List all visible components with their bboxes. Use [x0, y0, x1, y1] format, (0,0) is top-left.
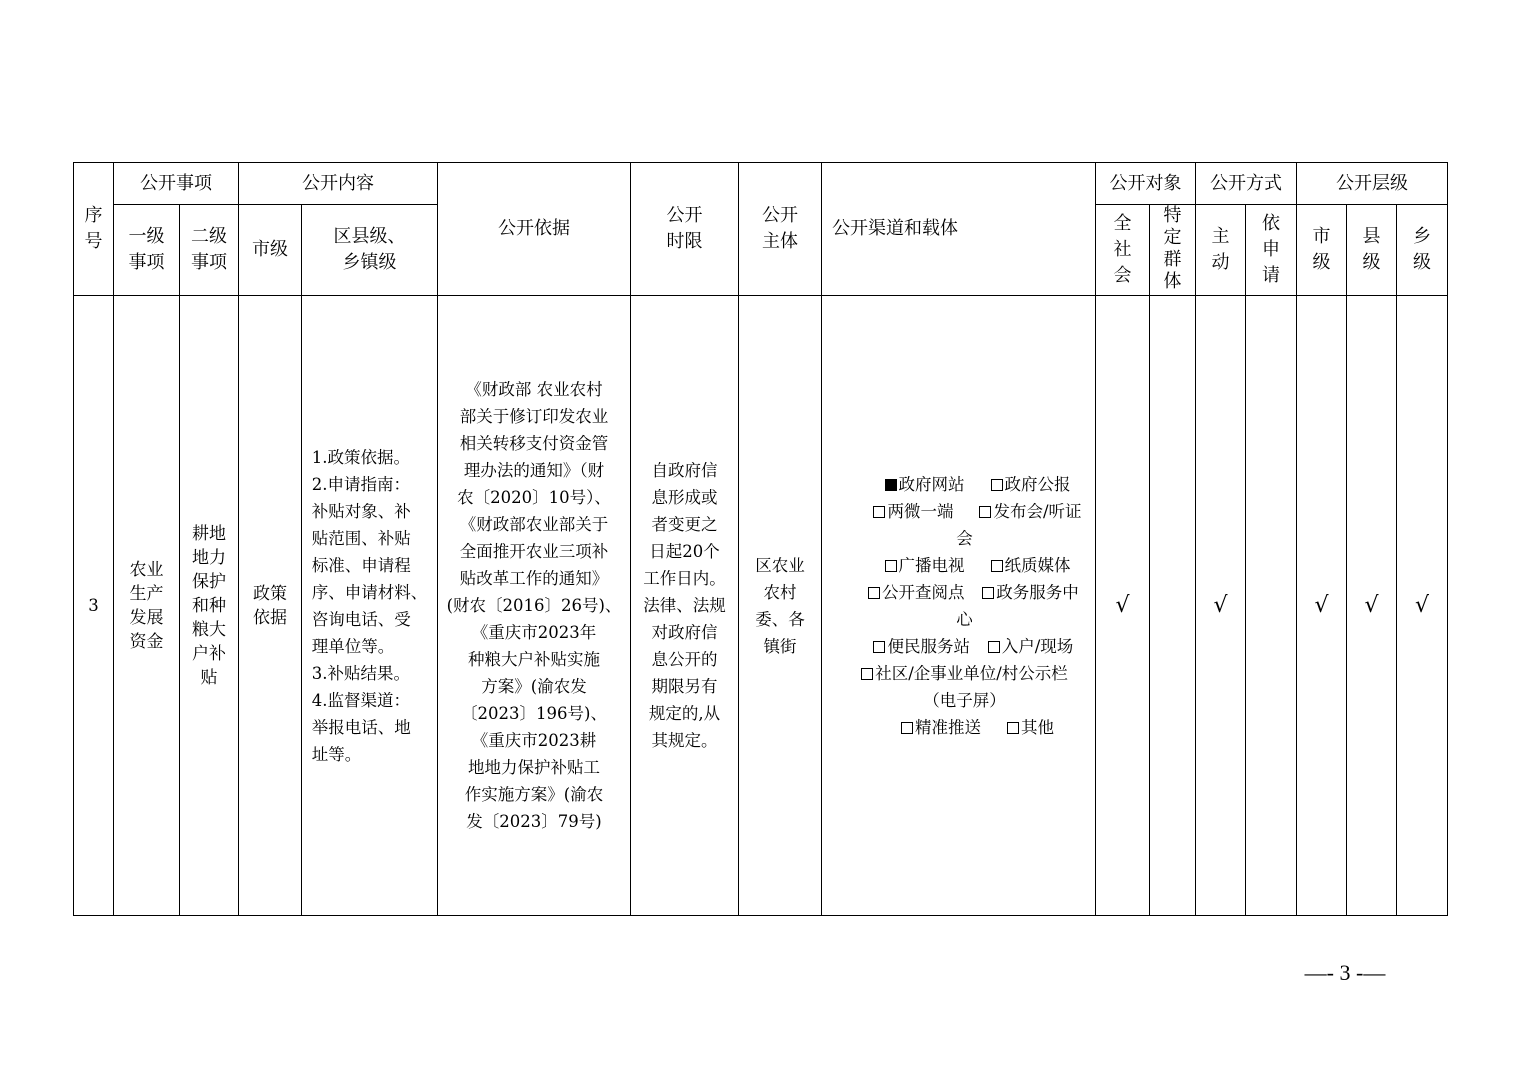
time-limit-line: 息公开的: [651, 650, 718, 669]
row-level-town-check: √: [1397, 296, 1448, 916]
header-target-all: 全社会: [1096, 205, 1150, 296]
basis-line: 相关转移支付资金管: [459, 434, 609, 453]
channel-press-conference[interactable]: 发布会/听证: [979, 498, 1081, 525]
basis-line: 全面推开农业三项补: [459, 542, 609, 561]
row-level-city-check: √: [1297, 296, 1347, 916]
row-item-l1: 农业生产发展资金: [114, 296, 180, 916]
basis-line: 农〔2020〕10号）、: [457, 488, 611, 507]
header-time-limit: 公开时限: [631, 163, 739, 296]
basis-line: 种粮大户补贴实施: [468, 650, 600, 669]
district-content-line: 序、申请材料、: [311, 582, 428, 602]
row-method-apply-check: [1246, 296, 1297, 916]
header-target-specific: 特定群体: [1150, 205, 1196, 296]
basis-line: 理办法的通知》（财: [463, 461, 605, 480]
row-content-city: 政策依据: [239, 296, 302, 916]
header-method-active: 主动: [1196, 205, 1246, 296]
time-limit-lines: [631, 457, 738, 754]
channel-bulletin[interactable]: 社区/企事业单位/村公示栏: [861, 660, 1068, 687]
channel-reading-point[interactable]: 公开查阅点: [850, 579, 982, 606]
checkbox-checked-icon: [885, 479, 897, 491]
channel-gov-website[interactable]: 政府网站: [859, 471, 991, 498]
row-level-county-check: √: [1347, 296, 1397, 916]
basis-line: (财农〔2016〕26号)、: [446, 596, 622, 615]
header-channels: 公开渠道和载体: [822, 163, 1096, 296]
district-content-lines: [312, 444, 428, 768]
subject-line: 委、各: [755, 609, 805, 629]
channel-line: 会: [956, 528, 973, 548]
checkbox-empty-icon: [991, 560, 1003, 572]
district-content-line: 1.政策依据。: [311, 447, 410, 467]
channel-line: [834, 552, 1095, 579]
checkbox-empty-icon: [901, 722, 913, 734]
header-seq: 序号: [74, 163, 114, 296]
channel-line: 心: [956, 609, 973, 629]
channel-service-center[interactable]: 政务服务中: [982, 579, 1079, 606]
district-content-line: 标准、申请程: [311, 555, 411, 575]
header-level-county: 县级: [1347, 205, 1397, 296]
checkbox-empty-icon: [979, 506, 991, 518]
channel-precise-push[interactable]: 精准推送: [875, 714, 1007, 741]
district-content-line: 2.申请指南：: [311, 474, 410, 494]
time-limit-line: 者变更之: [651, 515, 718, 534]
channel-other[interactable]: 其他: [1007, 714, 1054, 741]
channel-line: （电子屏）: [923, 690, 1006, 710]
header-method-apply: 依申请: [1246, 205, 1297, 296]
district-content-line: 理单位等。: [311, 636, 395, 656]
checkbox-empty-icon: [861, 668, 873, 680]
header-item-l1: 一级事项: [114, 205, 180, 296]
district-content-line: 3.补贴结果。: [311, 663, 410, 683]
header-level-town: 乡级: [1397, 205, 1448, 296]
district-content-line: 补贴对象、补: [311, 501, 411, 521]
channel-gov-gazette[interactable]: 政府公报: [991, 471, 1071, 498]
time-limit-line: 期限另有: [651, 677, 718, 696]
checkbox-empty-icon: [873, 506, 885, 518]
time-limit-line: 法律、法规: [643, 596, 726, 615]
checkbox-empty-icon: [1007, 722, 1019, 734]
basis-lines: [438, 376, 630, 835]
header-content-district: 区县级、乡镇级: [302, 205, 438, 296]
header-item-l2: 二级事项: [180, 205, 239, 296]
header-content-group: 公开内容: [239, 163, 438, 205]
header-level-group: 公开层级: [1297, 163, 1448, 205]
channel-line: [834, 633, 1095, 660]
basis-line: 《重庆市2023耕: [471, 731, 597, 750]
channel-household[interactable]: 入户/现场: [988, 633, 1074, 660]
basis-line: 《财政部 农业农村: [465, 380, 603, 399]
row-target-specific-check: [1150, 296, 1196, 916]
header-item-group: 公开事项: [114, 163, 239, 205]
row-content-district: [302, 296, 438, 916]
checkbox-empty-icon: [885, 560, 897, 572]
channel-convenience-station[interactable]: 便民服务站: [856, 633, 988, 660]
checkbox-empty-icon: [991, 479, 1003, 491]
basis-line: 《财政部农业部关于: [459, 515, 609, 534]
subject-lines: [739, 552, 821, 660]
row-method-active-check: √: [1196, 296, 1246, 916]
row-time-limit: [631, 296, 739, 916]
subject-line: 区农业: [755, 555, 805, 575]
header-basis: 公开依据: [438, 163, 631, 296]
checkbox-empty-icon: [988, 641, 1000, 653]
header-target-group: 公开对象: [1096, 163, 1196, 205]
header-method-group: 公开方式: [1196, 163, 1297, 205]
header-subject: 公开主体: [739, 163, 822, 296]
header-level-city: 市级: [1297, 205, 1347, 296]
subject-line: 农村: [763, 582, 797, 602]
time-limit-line: 工作日内。: [643, 569, 726, 588]
checkbox-empty-icon: [868, 587, 880, 599]
time-limit-line: 规定的,从: [648, 704, 721, 723]
district-content-line: 举报电话、地: [311, 717, 411, 737]
subject-line: 镇街: [763, 636, 797, 656]
time-limit-line: 息形成或: [651, 488, 718, 507]
basis-line: 地地力保护补贴工: [468, 758, 600, 777]
time-limit-line: 日起20个: [649, 542, 720, 561]
district-content-line: 贴范围、补贴: [311, 528, 411, 548]
row-channels: [822, 296, 1096, 916]
channel-line: [834, 471, 1095, 498]
row-basis: [438, 296, 631, 916]
channel-two-micro[interactable]: 两微一端: [847, 498, 979, 525]
channel-line: [834, 498, 1095, 525]
row-item-l2: 耕地地力保护和种粮大户补贴: [180, 296, 239, 916]
page-number: —- 3 -—: [1304, 960, 1386, 985]
channel-line: [834, 579, 1095, 606]
disclosure-table: [73, 162, 1448, 916]
checkbox-empty-icon: [873, 641, 885, 653]
channel-line: [834, 714, 1095, 741]
channel-line: [834, 660, 1095, 687]
header-content-city: 市级: [239, 205, 302, 296]
basis-line: 〔2023〕196号)、: [461, 704, 607, 723]
basis-line: 部关于修订印发农业: [459, 407, 609, 426]
basis-line: 发〔2023〕79号): [466, 812, 602, 831]
basis-line: 作实施方案》(渝农: [464, 785, 604, 804]
time-limit-line: 其规定。: [651, 731, 718, 750]
checkbox-empty-icon: [982, 587, 994, 599]
row-seq: 3: [74, 296, 114, 916]
district-content-line: 4.监督渠道：: [311, 690, 410, 710]
basis-line: 《重庆市2023年: [471, 623, 597, 642]
time-limit-line: 自政府信: [651, 461, 718, 480]
row-subject: [739, 296, 822, 916]
time-limit-line: 对政府信: [651, 623, 718, 642]
channel-radio-tv[interactable]: 广播电视: [859, 552, 991, 579]
basis-line: 贴改革工作的通知》: [459, 569, 609, 588]
basis-line: 方案》(渝农发: [481, 677, 587, 696]
channel-paper-media[interactable]: 纸质媒体: [991, 552, 1071, 579]
district-content-line: 址等。: [311, 744, 362, 764]
district-content-line: 咨询电话、受: [311, 609, 411, 629]
row-target-all-check: √: [1096, 296, 1150, 916]
